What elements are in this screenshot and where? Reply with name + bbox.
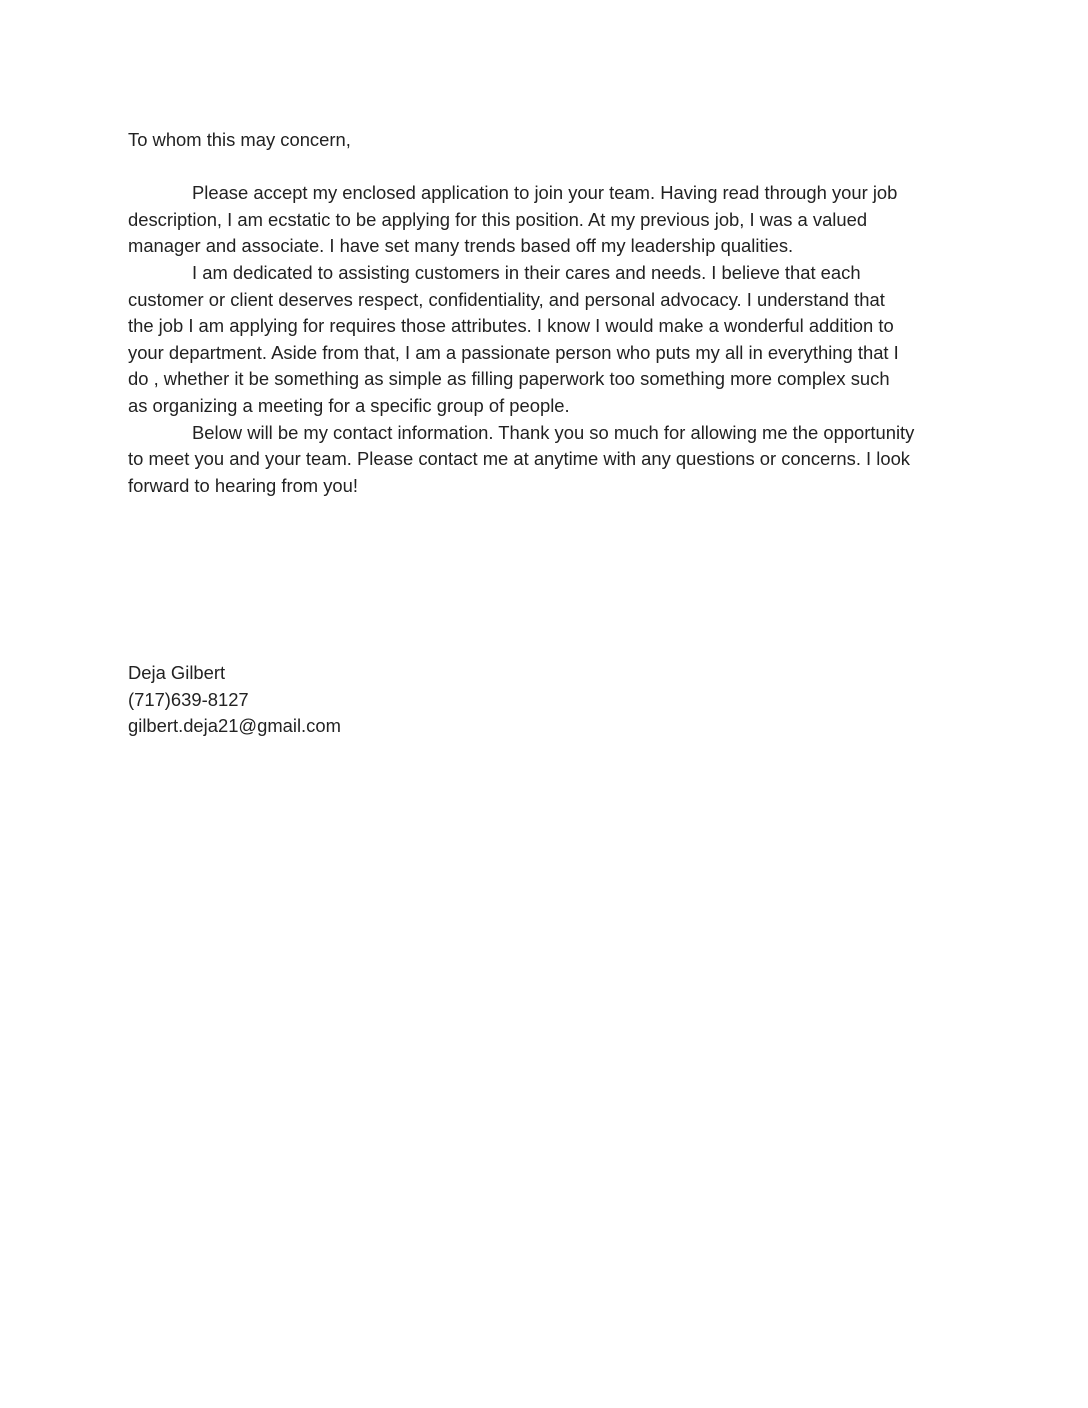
- paragraph-line: customer or client deserves respect, confidentiality, and personal advocacy. I understand that: [128, 288, 885, 310]
- paragraph-closing: [128, 420, 968, 500]
- paragraph-line: Please accept my enclosed application to join your team. Having read through your job: [192, 182, 898, 204]
- paragraph-line: manager and associate. I have set many trends based off my leadership qualities.: [128, 235, 794, 257]
- signature-block: [128, 660, 341, 740]
- paragraph-line: the job I am applying for requires those attributes. I know I would make a wonderful addition to: [128, 315, 894, 337]
- signature-name: Deja Gilbert: [128, 662, 226, 683]
- salutation-spacer: [128, 154, 968, 181]
- paragraph-application: [128, 180, 968, 260]
- salutation: To whom this may concern,: [128, 129, 351, 150]
- paragraph-dedication: [128, 260, 968, 420]
- paragraph-line: do , whether it be something as simple as filling paperwork too something more complex such: [128, 368, 890, 390]
- signature-email: gilbert.deja21@gmail.com: [128, 715, 341, 737]
- paragraph-line: your department. Aside from that, I am a passionate person who puts my all in everything that I: [128, 341, 899, 363]
- paragraph-line: to meet you and your team. Please contact me at anytime with any questions or concerns. I look: [128, 448, 911, 470]
- letter-body: [128, 127, 968, 499]
- paragraph-line: description, I am ecstatic to be applying for this position. At my previous job, I was a valued: [128, 208, 868, 230]
- signature-phone: (717)639-8127: [128, 688, 249, 710]
- paragraph-line: forward to hearing from you!: [128, 474, 358, 496]
- paragraph-line: Below will be my contact information. Thank you so much for allowing me the opportunity: [192, 421, 915, 443]
- paragraph-line: as organizing a meeting for a specific group of people.: [128, 394, 570, 416]
- paragraph-line: I am dedicated to assisting customers in their cares and needs. I believe that each: [192, 261, 861, 283]
